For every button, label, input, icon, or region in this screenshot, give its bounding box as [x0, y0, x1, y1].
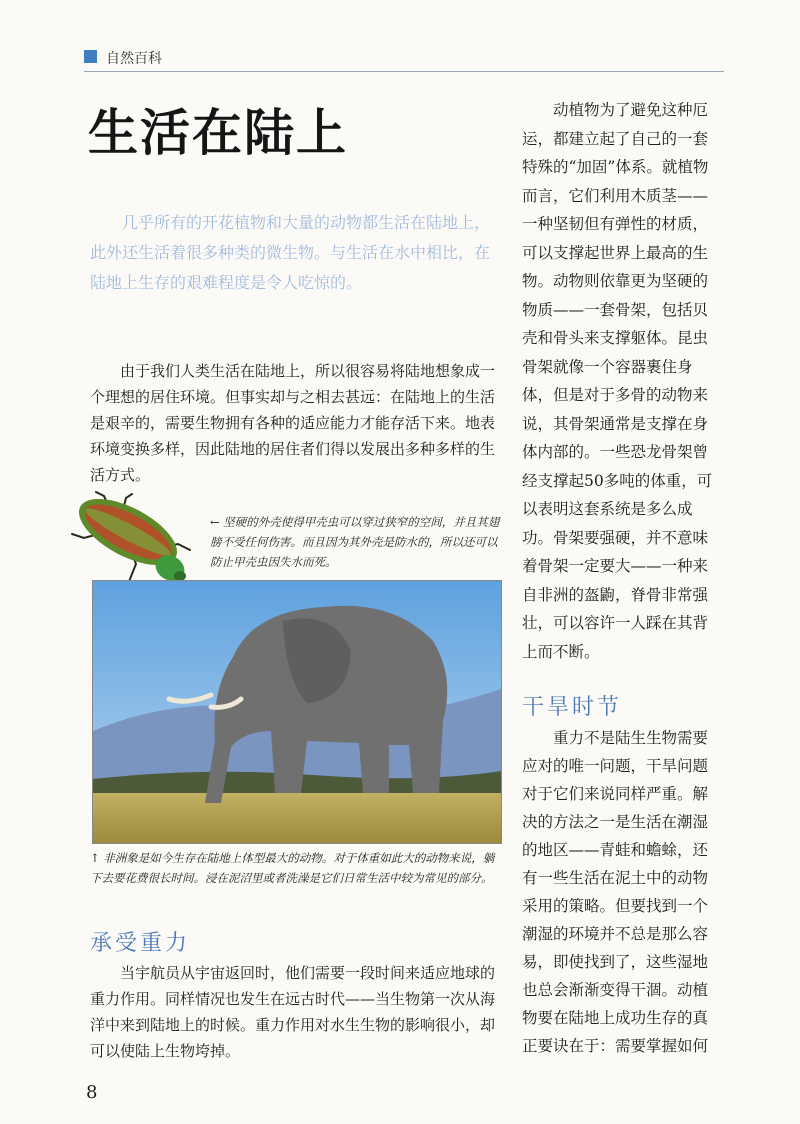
body-paragraph-gravity: 当宇航员从宇宙返回时，他们需要一段时间来适应地球的重力作用。同样情况也发生在远古时代——当生物第一次从海洋中来到陆地上的时候。重力作用对水生生物的影响很小，却可以使陆上生物垮掉。 [90, 964, 496, 1060]
beetle-caption: ← 坚硬的外壳使得甲壳虫可以穿过狭窄的空间，并且其翅膀不受任何伤害。而且因为其外壳是防水的，所以还可以防止甲壳虫因失水而死。 [210, 515, 500, 569]
header-divider [84, 71, 724, 72]
body-paragraph-drought: 重力不是陆生生物需要应对的唯一问题，干旱问题对于它们来说同样严重。解决的方法之一是生活在潮湿的地区——青蛙和蟾蜍，还有一些生活在泥土中的动物采用的策略。但要找到一个潮湿的环境并不总是那么容易，即使找到了，这些湿地也总会渐渐变得干涸。动植物要在陆地上成功生存的真正要诀在于：需要掌握如何 [522, 729, 709, 1055]
right-column-paragraph: 动植物为了避免这种厄运，都建立起了自己的一套特殊的“加固”体系。就植物而言，它们利用木质茎——一种坚韧但有弹性的材质，可以支撑起世界上最高的生物。动物则依靠更为坚硬的物质——一套骨架，包括贝壳和骨头来支撑躯体。昆虫骨架就像一个容器裹住身体，但是对于多骨的动物来说，其骨架通常是支撑在身体内部的。一些恐龙骨架曾经支撑起50多吨的体重，可以表明这套系统是多么成功。骨架要强硬，并不意味着骨架一定要大——一种来自非洲的盔鼩，脊骨非常强壮，可以容许一人踩在其背上而不断。 [522, 101, 713, 661]
elephant-photo [92, 580, 502, 844]
page-title: 生活在陆上 [88, 103, 348, 162]
page-number: 8 [86, 1082, 98, 1103]
body-paragraph-1: 由于我们人类生活在陆地上，所以很容易将陆地想象成一个理想的居住环境。但事实却与之相去甚远：在陆地上的生活是艰辛的，需要生物拥有各种的适应能力才能存活下来。地表环境变换多样，因此陆地的居住者们得以发展出多种多样的生活方式。 [90, 362, 496, 484]
intro-paragraph: 几乎所有的开花植物和大量的动物都生活在陆地上，此外还生活着很多种类的微生物。与生活在水中相比，在陆地上生存的艰难程度是令人吃惊的。 [90, 213, 491, 292]
section-heading-gravity: 承受重力 [90, 931, 191, 956]
elephant-caption: ↑ 非洲象是如今生存在陆地上体型最大的动物。对于体重如此大的动物来说，躺下去要花费很长时间。浸在泥沼里或者洗澡是它们日常生活中较为常见的部分。 [90, 851, 495, 885]
section-label: 自然百科 [106, 51, 162, 67]
header-square-icon [84, 50, 97, 63]
section-heading-drought: 干旱时节 [522, 695, 623, 720]
running-header [84, 46, 724, 68]
